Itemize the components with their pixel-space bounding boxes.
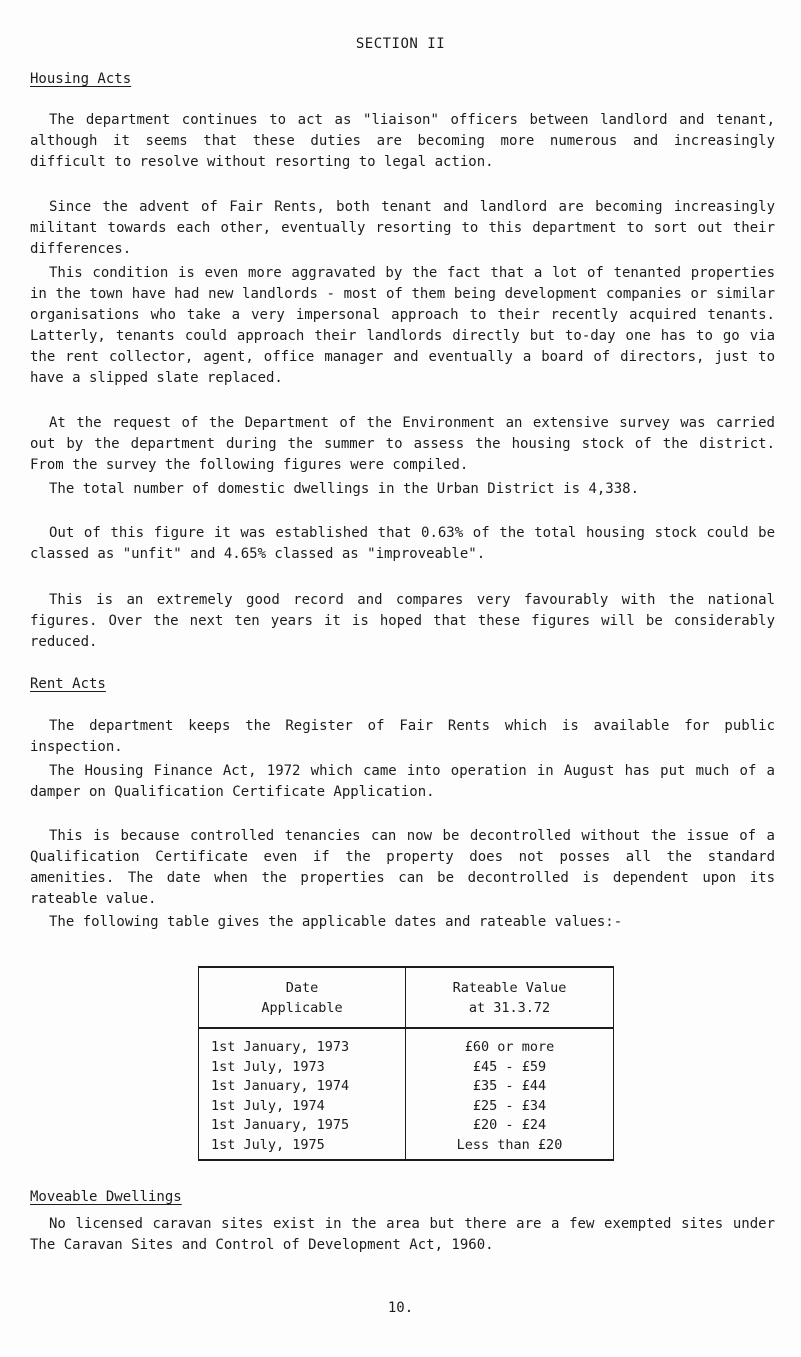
- table-cell-value: £45 - £59: [472, 1058, 547, 1075]
- header-date-applicable: [199, 978, 405, 1018]
- table-cell-date: 1st January, 1973: [211, 1039, 350, 1055]
- header-rateable-value: [406, 978, 613, 1018]
- moveable-paragraph: No licensed caravan sites exist in the area but there are a few exempted sites under The Caravan Sites and Control of Development Act, 1960.: [30, 1216, 775, 1253]
- table-cell-value: Less than £20: [456, 1136, 563, 1153]
- table-cell-value: £20 - £24: [472, 1117, 547, 1133]
- housing-paragraph-5: The total number of domestic dwellings in the Urban District is 4,338.: [49, 481, 640, 497]
- rent-paragraph-1: The department keeps the Register of Fair Rents which is available for public inspection.: [30, 718, 775, 755]
- housing-acts-heading: Housing Acts: [30, 71, 132, 87]
- moveable-dwellings-heading: Moveable Dwellings: [30, 1189, 182, 1205]
- table-cell-value: £35 - £44: [472, 1078, 547, 1094]
- section-title: SECTION II: [355, 36, 446, 52]
- date-column: [211, 1038, 405, 1155]
- header-rateable-line1: Rateable Value: [452, 980, 567, 996]
- table-cell-value: £60 or more: [464, 1039, 555, 1055]
- value-column: [406, 1038, 613, 1155]
- housing-paragraph-7: This is an extremely good record and compares very favourably with the national figures. Over the next ten years it is hoped that these figures will be considerably reduced.: [30, 592, 775, 650]
- rent-paragraph-3: This is because controlled tenancies can now be decontrolled without the issue of a Qualification Certificate even if the property does not posses all the standard amenities. The date when the properties can be decontrolled is dependent upon its rateable value.: [30, 828, 775, 907]
- rateable-value-table: [198, 966, 614, 1161]
- housing-paragraph-2: Since the advent of Fair Rents, both tenant and landlord are becoming increasingly militant towards each other, eventually resorting to this department to sort out their differences.: [30, 199, 775, 257]
- table-cell-date: 1st January, 1974: [211, 1078, 350, 1094]
- housing-paragraph-1: The department continues to act as "liaison" officers between landlord and tenant, although it seems that these duties are becoming more numerous and increasingly difficult to resolve without resorting to legal action.: [30, 112, 775, 170]
- table-cell-date: 1st July, 1974: [211, 1097, 325, 1114]
- housing-paragraph-3: This condition is even more aggravated by the fact that a lot of tenanted properties in the town have had new landlords - most of them being development companies or similar organisations who take a very impersonal approach to their recently acquired tenants. Latterly, tenants could approach their landlords directly but to-day one has to go via the rent collector, agent, office manager and eventually a board of directors, just to have a slipped slate replaced.: [30, 265, 775, 386]
- rent-paragraph-2: The Housing Finance Act, 1972 which came into operation in August has put much of a damper on Qualification Certificate Application.: [30, 763, 775, 800]
- rent-acts-heading: Rent Acts: [30, 676, 106, 692]
- header-rateable-line2: at 31.3.72: [468, 1000, 551, 1016]
- housing-paragraph-4: At the request of the Department of the Environment an extensive survey was carried out by the department during the summer to assess the housing stock of the district. From the survey the following figures were compiled.: [30, 415, 775, 473]
- rent-paragraph-4: The following table gives the applicable dates and rateable values:-: [49, 914, 623, 930]
- header-date-line2: Applicable: [261, 1000, 343, 1016]
- table-cell-value: £25 - £34: [472, 1097, 547, 1114]
- table-cell-date: 1st July, 1973: [211, 1058, 325, 1075]
- table-cell-date: 1st July, 1975: [211, 1136, 325, 1153]
- table-header-divider: [199, 1027, 613, 1029]
- housing-paragraph-6: Out of this figure it was established that 0.63% of the total housing stock could be classed as "unfit" and 4.65% classed as "improveable".: [30, 525, 775, 562]
- header-date-line1: Date: [285, 980, 319, 996]
- table-cell-date: 1st January, 1975: [211, 1117, 350, 1133]
- page-number: 10.: [387, 1300, 414, 1316]
